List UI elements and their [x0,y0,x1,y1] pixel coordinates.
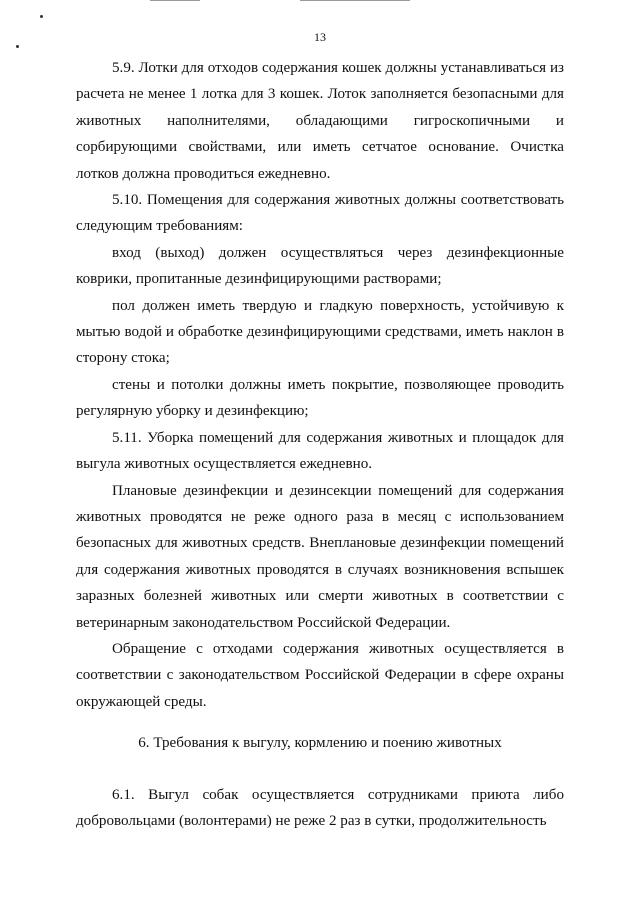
paragraph-disinfection: Плановые дезинфекции и дезинсекции помещений для содержания животных проводятся не реже одного раза в месяц с использованием безопасных для животных средств. Внеплановые дезинфекции помещений для содержания животных проводятся в случаях возникновения вспышек заразных болезней животных или смерти животных в соответствии с ветеринарным законодательством Российской Федерации. [76,482,564,631]
paragraph-5-9: 5.9. Лотки для отходов содержания кошек должны устанавливаться из расчета не менее 1 лотка для 3 кошек. Лоток заполняется безопасными для животных наполнителями, обладающими гигроскопичными и сорбирующими свойствами, или иметь сетчатое основание. Очистка лотков должна проводиться ежедневно. [76,60,564,182]
scan-edge-mark [150,0,200,1]
paragraph-5-11: 5.11. Уборка помещений для содержания животных и площадок для выгула животных осуществляется ежедневно. [76,429,564,473]
paragraph-5-10: 5.10. Помещения для содержания животных должны соответствовать следующим требованиям: [76,192,564,235]
paragraph-waste: Обращение с отходами содержания животных осуществляется в соответствии с законодательством Российской Федерации в сфере охраны окружающей среды. [76,640,564,710]
scan-speck [40,15,43,18]
list-item-walls: стены и потолки должны иметь покрытие, позволяющее проводить регулярную уборку и дезинфекцию; [76,376,564,420]
scan-edge-mark [300,0,410,1]
scan-speck [16,45,19,48]
page-number: 13 [314,30,326,44]
document-body [76,55,564,715]
list-item-floor: пол должен иметь твердую и гладкую поверхность, устойчивую к мытью водой и обработке дезинфицирующими средствами, иметь наклон в сторону стока; [76,297,564,367]
section-body [76,782,564,835]
paragraph-6-1: 6.1. Выгул собак осуществляется сотрудниками приюта либо добровольцами (волонтерами) не реже 2 раз в сутки, продолжительность [76,787,564,830]
list-item-entrance: вход (выход) должен осуществляться через дезинфекционные коврики, пропитанные дезинфицирующими растворами; [76,244,564,288]
section-heading: 6. Требования к выгулу, кормлению и поению животных [138,735,502,751]
